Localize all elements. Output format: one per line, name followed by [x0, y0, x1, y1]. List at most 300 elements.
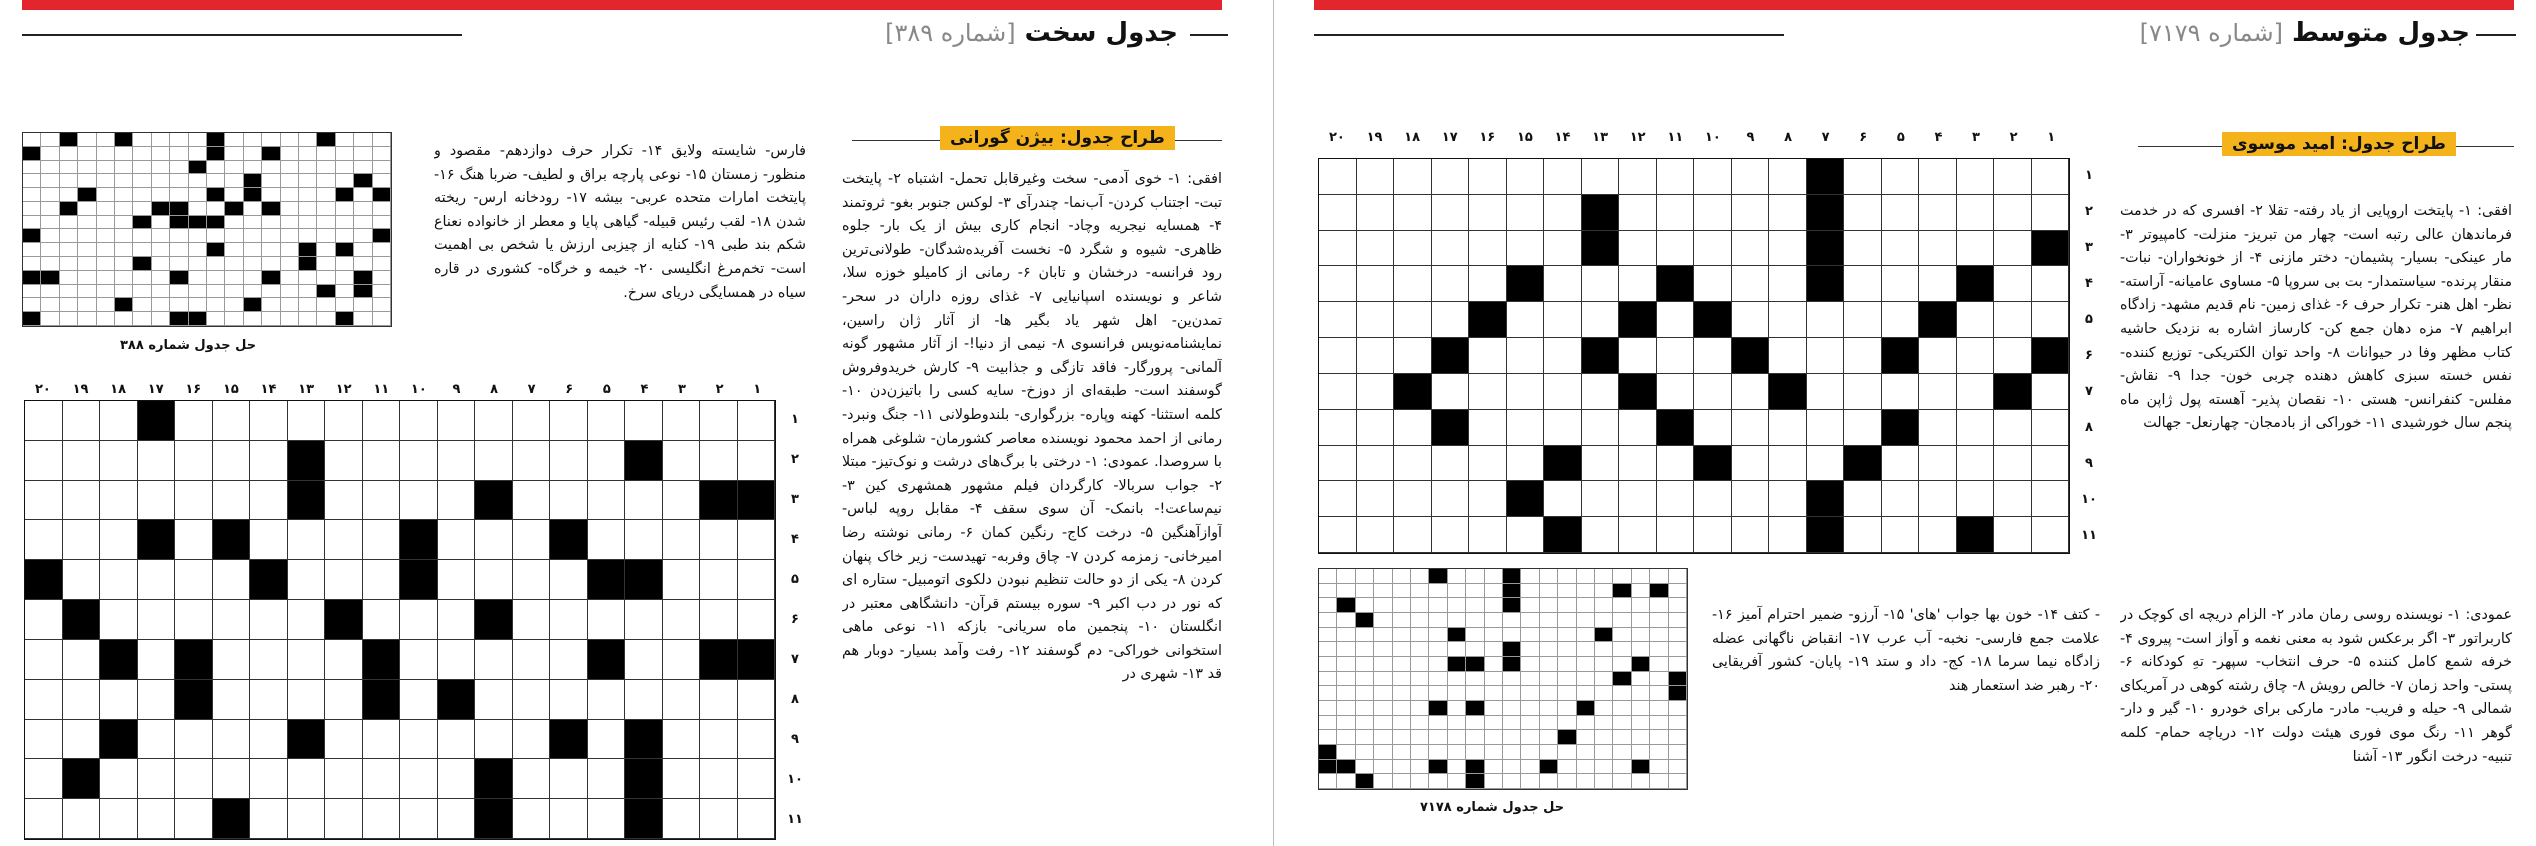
solution-cell — [1337, 760, 1355, 775]
solution-cell — [1319, 672, 1337, 687]
solution-cell — [1540, 672, 1558, 687]
solution-cell — [1577, 745, 1595, 760]
grid-cell — [1957, 231, 1995, 267]
solution-cell — [373, 161, 391, 175]
solution-cell — [1632, 774, 1650, 789]
solution-cell — [78, 312, 96, 326]
grid-cell — [1807, 231, 1845, 267]
solution-cell — [1393, 657, 1411, 672]
solution-cell — [23, 202, 41, 216]
solution-cell — [1485, 745, 1503, 760]
column-number: ۲۰ — [1328, 130, 1345, 145]
grid-cell — [475, 720, 513, 760]
grid-cell — [63, 401, 101, 441]
solution-cell — [336, 285, 354, 299]
solution-cell — [1613, 672, 1631, 687]
grid-cell — [625, 680, 663, 720]
solution-cell — [189, 174, 207, 188]
solution-cell — [23, 285, 41, 299]
grid-cell — [588, 520, 626, 560]
solution-cell — [317, 216, 335, 230]
solution-cell — [60, 147, 78, 161]
grid-cell — [1507, 338, 1545, 374]
solution-cell — [1411, 730, 1429, 745]
solution-cell — [1540, 760, 1558, 775]
solution-cell — [115, 229, 133, 243]
solution-cell — [78, 229, 96, 243]
solution-cell — [1429, 672, 1447, 687]
grid-cell — [513, 640, 551, 680]
solution-cell — [1558, 569, 1576, 584]
solution-cell — [1337, 672, 1355, 687]
solution-cell — [281, 188, 299, 202]
grid-cell — [1432, 410, 1470, 446]
solution-cell — [1503, 584, 1521, 599]
right-page-title — [1770, 18, 2470, 48]
grid-cell — [363, 720, 401, 760]
grid-cell — [1807, 410, 1845, 446]
grid-cell — [625, 759, 663, 799]
right-red-bar — [1314, 0, 2514, 10]
grid-cell — [2032, 410, 2070, 446]
grid-cell — [700, 680, 738, 720]
solution-cell — [189, 202, 207, 216]
grid-cell — [400, 600, 438, 640]
grid-cell — [513, 520, 551, 560]
solution-cell — [1393, 613, 1411, 628]
solution-cell — [152, 202, 170, 216]
grid-cell — [25, 759, 63, 799]
solution-cell — [299, 161, 317, 175]
grid-cell — [1357, 338, 1395, 374]
grid-cell — [1319, 481, 1357, 517]
grid-cell — [213, 799, 251, 839]
solution-cell — [207, 202, 225, 216]
solution-cell — [1540, 701, 1558, 716]
solution-cell — [373, 243, 391, 257]
solution-cell — [1521, 598, 1539, 613]
solution-cell — [317, 312, 335, 326]
grid-cell — [663, 759, 701, 799]
grid-cell — [438, 640, 476, 680]
solution-cell — [281, 229, 299, 243]
column-number: ۱۹ — [1366, 130, 1383, 145]
grid-cell — [325, 441, 363, 481]
solution-cell — [1319, 716, 1337, 731]
grid-cell — [1582, 374, 1620, 410]
solution-cell — [373, 188, 391, 202]
solution-cell — [1540, 774, 1558, 789]
grid-cell — [100, 680, 138, 720]
column-number: ۳ — [1972, 130, 1980, 145]
solution-cell — [1669, 774, 1687, 789]
solution-cell — [1521, 657, 1539, 672]
solution-cell — [1429, 657, 1447, 672]
solution-cell — [299, 229, 317, 243]
solution-cell — [1558, 657, 1576, 672]
solution-cell — [317, 243, 335, 257]
solution-cell — [1540, 730, 1558, 745]
solution-cell — [23, 147, 41, 161]
solution-cell — [1632, 628, 1650, 643]
solution-cell — [170, 298, 188, 312]
grid-cell — [1844, 481, 1882, 517]
grid-cell — [250, 680, 288, 720]
column-number: ۱۴ — [260, 382, 277, 397]
grid-cell — [513, 600, 551, 640]
grid-cell — [1807, 266, 1845, 302]
grid-cell — [1882, 481, 1920, 517]
solution-cell — [60, 257, 78, 271]
solution-cell — [1485, 672, 1503, 687]
grid-cell — [363, 799, 401, 839]
solution-cell — [373, 285, 391, 299]
solution-cell — [1411, 598, 1429, 613]
grid-cell — [700, 441, 738, 481]
grid-cell — [1882, 266, 1920, 302]
grid-cell — [1882, 302, 1920, 338]
solution-cell — [1466, 760, 1484, 775]
solution-cell — [1632, 569, 1650, 584]
solution-cell — [262, 271, 280, 285]
solution-cell — [281, 312, 299, 326]
grid-cell — [250, 640, 288, 680]
solution-cell — [1485, 642, 1503, 657]
grid-cell — [325, 481, 363, 521]
grid-cell — [213, 600, 251, 640]
solution-cell — [1540, 642, 1558, 657]
solution-cell — [1337, 774, 1355, 789]
grid-cell — [175, 481, 213, 521]
column-number: ۱۷ — [1441, 130, 1458, 145]
solution-cell — [1448, 760, 1466, 775]
solution-cell — [1632, 598, 1650, 613]
solution-cell — [1540, 628, 1558, 643]
grid-cell — [550, 600, 588, 640]
solution-cell — [170, 312, 188, 326]
solution-cell — [1319, 642, 1337, 657]
solution-cell — [133, 161, 151, 175]
solution-cell — [1393, 598, 1411, 613]
grid-cell — [400, 401, 438, 441]
solution-cell — [1577, 760, 1595, 775]
solution-cell — [23, 243, 41, 257]
solution-cell — [133, 285, 151, 299]
grid-cell — [25, 520, 63, 560]
grid-cell — [663, 441, 701, 481]
solution-cell — [1558, 701, 1576, 716]
grid-cell — [550, 481, 588, 521]
grid-cell — [738, 481, 776, 521]
grid-cell — [213, 759, 251, 799]
grid-cell — [1769, 410, 1807, 446]
grid-cell — [250, 560, 288, 600]
grid-cell — [288, 759, 326, 799]
solution-cell — [1337, 730, 1355, 745]
solution-cell — [1393, 760, 1411, 775]
grid-cell — [1694, 517, 1732, 553]
solution-cell — [1319, 598, 1337, 613]
grid-cell — [1469, 374, 1507, 410]
grid-cell — [550, 799, 588, 839]
grid-cell — [1957, 446, 1995, 482]
column-number: ۱۲ — [1629, 130, 1646, 145]
solution-cell — [1356, 716, 1374, 731]
solution-cell — [1650, 598, 1668, 613]
solution-cell — [1448, 730, 1466, 745]
row-number: ۲ — [791, 452, 799, 467]
solution-cell — [1466, 745, 1484, 760]
solution-cell — [1503, 701, 1521, 716]
grid-cell — [63, 441, 101, 481]
solution-cell — [1337, 642, 1355, 657]
solution-cell — [1540, 745, 1558, 760]
grid-cell — [1619, 410, 1657, 446]
grid-cell — [63, 640, 101, 680]
grid-cell — [175, 720, 213, 760]
solution-cell — [317, 229, 335, 243]
solution-cell — [78, 271, 96, 285]
grid-cell — [1544, 374, 1582, 410]
solution-cell — [1650, 686, 1668, 701]
grid-cell — [1957, 159, 1995, 195]
solution-cell — [78, 133, 96, 147]
grid-cell — [1432, 195, 1470, 231]
grid-cell — [625, 560, 663, 600]
row-number: ۳ — [2085, 240, 2093, 255]
solution-cell — [1393, 730, 1411, 745]
solution-cell — [1411, 613, 1429, 628]
solution-cell — [1374, 657, 1392, 672]
solution-cell — [1374, 642, 1392, 657]
solution-cell — [262, 133, 280, 147]
grid-cell — [1582, 266, 1620, 302]
solution-cell — [1521, 686, 1539, 701]
grid-cell — [400, 481, 438, 521]
grid-cell — [213, 640, 251, 680]
grid-cell — [175, 680, 213, 720]
solution-cell — [23, 188, 41, 202]
column-number: ۲ — [2009, 130, 2018, 145]
grid-cell — [213, 441, 251, 481]
solution-cell — [170, 271, 188, 285]
solution-cell — [1393, 716, 1411, 731]
solution-cell — [1650, 745, 1668, 760]
solution-cell — [1356, 701, 1374, 716]
solution-cell — [1558, 716, 1576, 731]
grid-cell — [363, 600, 401, 640]
row-number: ۹ — [791, 732, 799, 747]
grid-cell — [1844, 374, 1882, 410]
solution-cell — [170, 285, 188, 299]
solution-cell — [1448, 584, 1466, 599]
solution-cell — [281, 216, 299, 230]
solution-cell — [354, 298, 372, 312]
grid-cell — [1807, 481, 1845, 517]
grid-cell — [550, 759, 588, 799]
solution-cell — [1503, 613, 1521, 628]
solution-cell — [1669, 642, 1687, 657]
grid-cell — [1957, 517, 1995, 553]
row-number: ۵ — [791, 572, 799, 587]
grid-cell — [1544, 266, 1582, 302]
solution-cell — [317, 188, 335, 202]
solution-cell — [281, 161, 299, 175]
row-number: ۲ — [2085, 204, 2093, 219]
grid-cell — [2032, 338, 2070, 374]
solution-cell — [1374, 745, 1392, 760]
solution-cell — [133, 257, 151, 271]
grid-cell — [100, 799, 138, 839]
solution-cell — [281, 147, 299, 161]
grid-cell — [1657, 446, 1695, 482]
solution-cell — [1485, 701, 1503, 716]
grid-cell — [1994, 481, 2032, 517]
grid-cell — [1469, 410, 1507, 446]
grid-cell — [1882, 231, 1920, 267]
grid-cell — [63, 720, 101, 760]
column-number: ۵ — [602, 382, 611, 397]
solution-cell — [244, 174, 262, 188]
solution-cell — [207, 188, 225, 202]
grid-cell — [1657, 338, 1695, 374]
solution-cell — [1669, 672, 1687, 687]
grid-cell — [1994, 410, 2032, 446]
solution-cell — [1503, 774, 1521, 789]
solution-cell — [1429, 745, 1447, 760]
solution-cell — [1485, 760, 1503, 775]
solution-cell — [262, 229, 280, 243]
solution-cell — [244, 243, 262, 257]
solution-cell — [225, 188, 243, 202]
grid-cell — [1544, 231, 1582, 267]
grid-cell — [1769, 266, 1807, 302]
solution-cell — [1577, 716, 1595, 731]
grid-cell — [2032, 195, 2070, 231]
solution-cell — [1521, 613, 1539, 628]
grid-cell — [550, 680, 588, 720]
solution-cell — [115, 147, 133, 161]
grid-cell — [1919, 231, 1957, 267]
grid-cell — [1469, 302, 1507, 338]
solution-cell — [244, 147, 262, 161]
grid-cell — [438, 799, 476, 839]
solution-cell — [97, 174, 115, 188]
grid-cell — [1994, 266, 2032, 302]
grid-cell — [1357, 302, 1395, 338]
solution-cell — [1558, 730, 1576, 745]
solution-cell — [115, 202, 133, 216]
solution-cell — [1503, 745, 1521, 760]
solution-cell — [1577, 686, 1595, 701]
row-number: ۱۱ — [2081, 528, 2097, 543]
solution-cell — [1485, 716, 1503, 731]
solution-cell — [1374, 569, 1392, 584]
solution-cell — [373, 257, 391, 271]
grid-cell — [550, 441, 588, 481]
grid-cell — [1394, 159, 1432, 195]
grid-cell — [288, 560, 326, 600]
grid-cell — [700, 720, 738, 760]
solution-cell — [1466, 613, 1484, 628]
solution-cell — [1319, 657, 1337, 672]
solution-cell — [244, 216, 262, 230]
grid-cell — [1582, 410, 1620, 446]
grid-cell — [1357, 195, 1395, 231]
solution-cell — [317, 257, 335, 271]
solution-cell — [1466, 584, 1484, 599]
solution-cell — [1337, 584, 1355, 599]
grid-cell — [288, 441, 326, 481]
solution-cell — [1632, 672, 1650, 687]
solution-cell — [1503, 628, 1521, 643]
grid-cell — [400, 720, 438, 760]
grid-cell — [175, 759, 213, 799]
solution-cell — [1521, 716, 1539, 731]
grid-cell — [63, 481, 101, 521]
grid-cell — [1582, 481, 1620, 517]
solution-cell — [115, 188, 133, 202]
solution-cell — [207, 147, 225, 161]
right-column-numbers — [1318, 130, 2070, 145]
grid-cell — [363, 401, 401, 441]
solution-cell — [133, 298, 151, 312]
solution-cell — [225, 298, 243, 312]
solution-cell — [23, 133, 41, 147]
grid-cell — [1432, 481, 1470, 517]
grid-cell — [700, 640, 738, 680]
solution-cell — [1448, 701, 1466, 716]
grid-cell — [213, 520, 251, 560]
solution-cell — [1632, 701, 1650, 716]
solution-cell — [1337, 716, 1355, 731]
left-column-numbers — [24, 382, 776, 397]
right-designer-badge: طراح جدول: امید موسوی — [2222, 132, 2456, 156]
solution-cell — [170, 243, 188, 257]
grid-cell — [1957, 266, 1995, 302]
column-number: ۸ — [490, 382, 499, 397]
solution-cell — [225, 202, 243, 216]
solution-cell — [1540, 569, 1558, 584]
solution-cell — [299, 243, 317, 257]
grid-cell — [1432, 338, 1470, 374]
grid-cell — [1994, 374, 2032, 410]
solution-cell — [1356, 613, 1374, 628]
solution-cell — [1577, 774, 1595, 789]
solution-cell — [152, 229, 170, 243]
row-number: ۹ — [2085, 456, 2093, 471]
solution-cell — [281, 174, 299, 188]
solution-cell — [152, 285, 170, 299]
grid-cell — [1357, 231, 1395, 267]
solution-cell — [225, 216, 243, 230]
solution-cell — [1595, 657, 1613, 672]
solution-cell — [152, 147, 170, 161]
grid-cell — [363, 680, 401, 720]
solution-cell — [1521, 730, 1539, 745]
grid-cell — [138, 481, 176, 521]
grid-cell — [1882, 446, 1920, 482]
grid-cell — [250, 759, 288, 799]
column-number: ۱۹ — [72, 382, 89, 397]
solution-cell — [336, 298, 354, 312]
solution-cell — [152, 188, 170, 202]
grid-cell — [100, 401, 138, 441]
solution-cell — [97, 298, 115, 312]
solution-cell — [1503, 657, 1521, 672]
grid-cell — [1582, 302, 1620, 338]
solution-cell — [97, 243, 115, 257]
